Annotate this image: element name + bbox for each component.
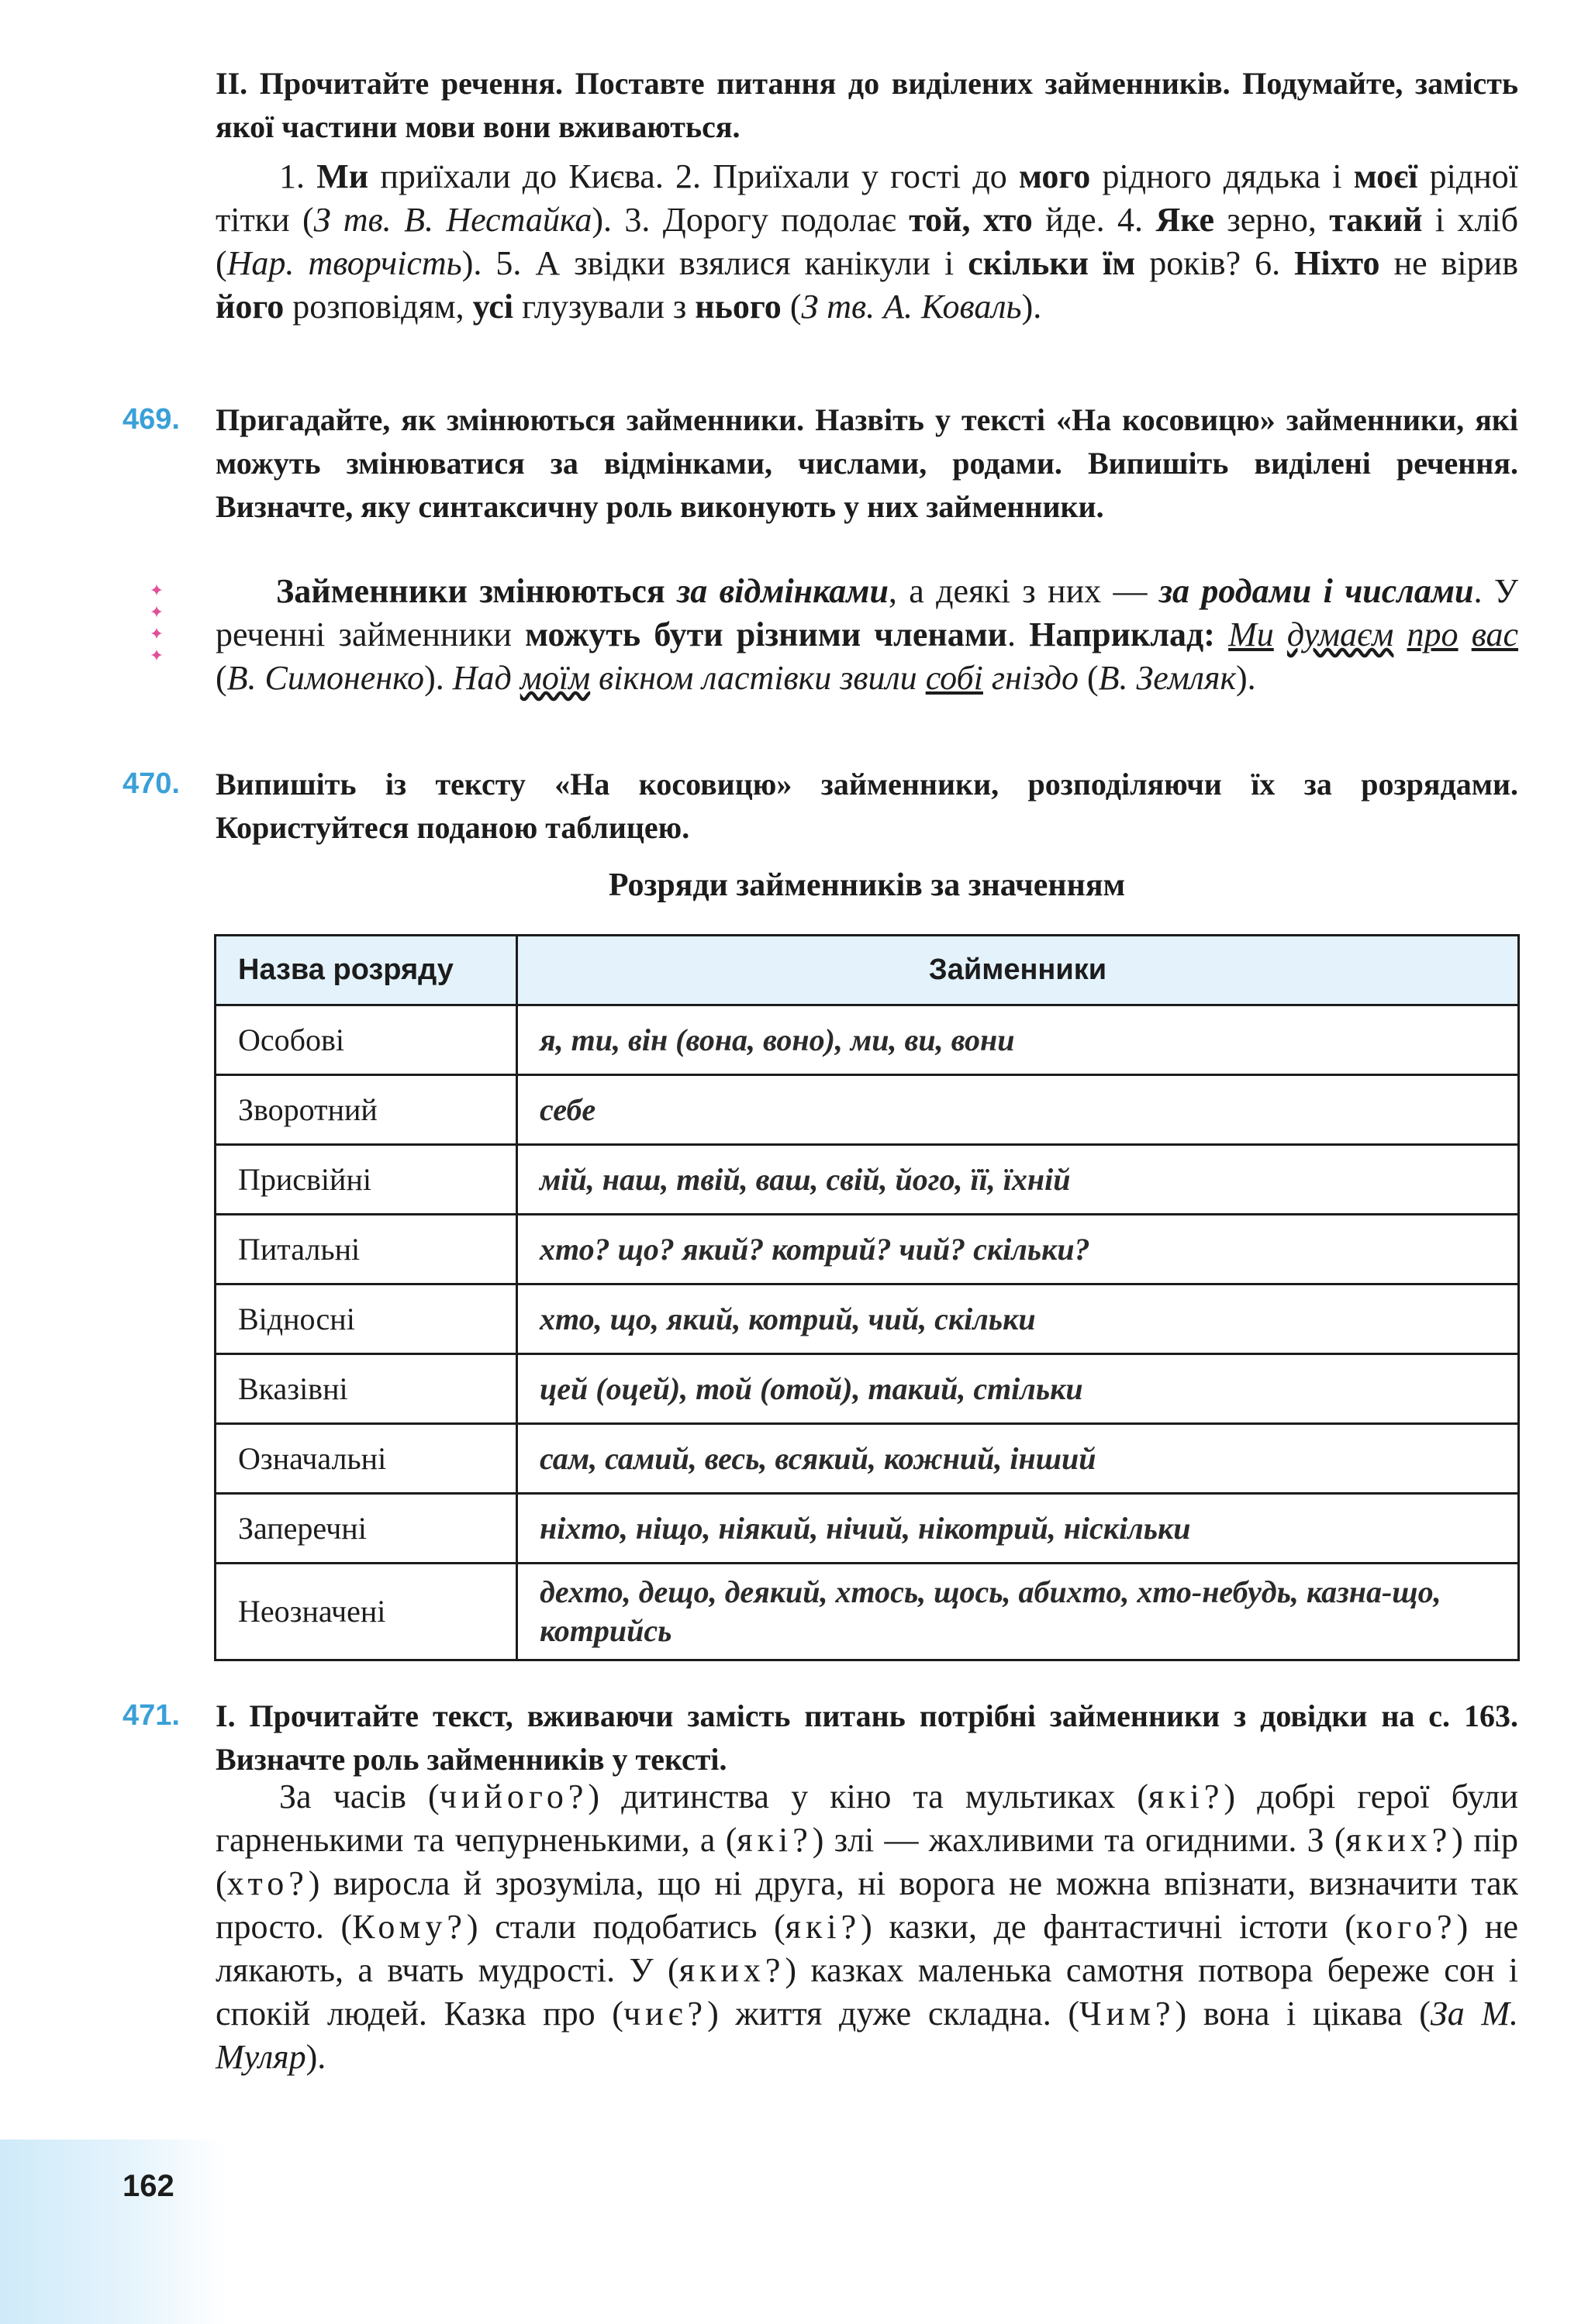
exercise-469-number: 469. xyxy=(123,403,180,436)
diamond-icon: ✦ xyxy=(149,602,164,622)
example-attribute: моїм xyxy=(520,659,591,697)
text-run: ) добрі герої були гарненькими та чепурненькими, а ( xyxy=(216,1777,1518,1859)
text-run: . xyxy=(1007,615,1030,653)
text-run xyxy=(983,659,992,697)
text-run: ) не лякають, а вчать мудрості. У ( xyxy=(216,1908,1518,1989)
rule-box xyxy=(216,570,1518,700)
highlighted-pronoun: мого xyxy=(1018,157,1091,195)
table-row xyxy=(216,1215,1519,1284)
category-pronouns: дехто, дещо, деякий, хтось, щось, абихто, хто-небудь, казна-що, котрийсь xyxy=(517,1564,1519,1660)
table-row xyxy=(216,1075,1519,1145)
table-row xyxy=(216,1005,1519,1075)
example-text: вікном ластівки звили xyxy=(599,659,917,697)
text-run: і хліб ( xyxy=(216,201,1519,282)
table-row xyxy=(216,1145,1519,1215)
category-name: Особові xyxy=(216,1005,517,1075)
text-run: ) життя дуже складна. ( xyxy=(707,1995,1080,2033)
column-header: Назва розряду xyxy=(216,936,517,1005)
diamond-icon: ✦ xyxy=(149,581,164,600)
text-run xyxy=(1459,615,1472,653)
text-run: ) казки, де фантастичні істоти ( xyxy=(861,1908,1356,1946)
text-run: розповідям, xyxy=(284,288,473,326)
text-run: зерно, xyxy=(1214,201,1330,239)
question-placeholder: хто? xyxy=(226,1864,309,1902)
example-subject: Ми xyxy=(1228,615,1274,653)
text-run xyxy=(665,572,677,610)
source-citation: За М. Муляр xyxy=(216,1995,1518,2076)
category-pronouns: хто, що, який, котрий, чий, скільки xyxy=(517,1284,1519,1354)
text-run xyxy=(512,659,520,697)
text-run: приїхали до Києва. 2. Приїхали у гості до xyxy=(368,157,1019,195)
example-object: вас xyxy=(1471,615,1519,653)
rule-bullets xyxy=(147,580,166,667)
table-row xyxy=(216,1564,1519,1660)
rule-term: можуть бути різними членами xyxy=(525,615,1008,653)
table-row xyxy=(216,1424,1519,1494)
category-pronouns: сам, самий, весь, всякий, кожний, інший xyxy=(517,1424,1519,1494)
text-run: ) виросла й зрозуміла, що ні друга, ні ворога не можна впізнати, визначити так просто. ( xyxy=(216,1864,1518,1946)
highlighted-pronoun: скільки їм xyxy=(968,244,1136,282)
text-run: йде. 4. xyxy=(1032,201,1156,239)
category-pronouns: хто? що? який? котрий? чий? скільки? xyxy=(517,1215,1519,1284)
category-name: Неозначені xyxy=(216,1564,517,1660)
rule-term: за родами і числами xyxy=(1158,572,1474,610)
text-run xyxy=(1215,615,1228,653)
text-run: ) дитинства у кіно та мультиках ( xyxy=(588,1777,1149,1815)
table-title: Розряди займенників за значенням xyxy=(608,867,1126,903)
source-citation: В. Земляк xyxy=(1098,659,1237,697)
category-pronouns: мій, наш, твій, ваш, свій, його, її, їхній xyxy=(517,1145,1519,1215)
text-run: ). 5. А звідки взялися канікули і xyxy=(461,244,968,282)
text-run: ( xyxy=(1078,659,1099,697)
footer-band xyxy=(0,2140,225,2324)
example-text: гніздо xyxy=(991,659,1079,697)
exercise-471-text: І. Прочитайте текст, вживаючи замість питань потрібні займенники з довідки на с. 163. Визначте роль займенників у тексті. xyxy=(216,1698,1518,1777)
question-placeholder: чийого? xyxy=(439,1777,589,1815)
text-run xyxy=(1393,615,1407,653)
rule-term: за відмінками xyxy=(677,572,889,610)
source-citation: В. Симоненко xyxy=(226,659,425,697)
text-run xyxy=(590,659,599,697)
question-placeholder: які? xyxy=(737,1821,813,1859)
highlighted-pronoun: той, хто xyxy=(909,201,1033,239)
question-placeholder: кого? xyxy=(1355,1908,1457,1946)
text-run: . У реченні займенники xyxy=(216,572,1519,653)
highlighted-pronoun: Ми xyxy=(316,157,369,195)
text-run: рідної тітки ( xyxy=(216,157,1518,239)
example-object: собі xyxy=(925,659,983,697)
category-pronouns: цей (оцей), той (отой), такий, стільки xyxy=(517,1354,1519,1424)
text-run: років? 6. xyxy=(1135,244,1295,282)
text-run: ) казках маленька самотня потвора береже сон і спокій людей. Казка про ( xyxy=(216,1951,1518,2033)
text-run: ). 3. Дорогу подолає xyxy=(592,201,910,239)
category-pronouns: я, ти, він (вона, воно), ми, ви, вони xyxy=(517,1005,1519,1075)
highlighted-pronoun: нього xyxy=(695,288,782,326)
category-name: Присвійні xyxy=(216,1145,517,1215)
example-object: про xyxy=(1407,615,1459,653)
example-predicate: думаєм xyxy=(1286,615,1394,653)
question-placeholder: Кому? xyxy=(352,1908,467,1946)
category-name: Зворотний xyxy=(216,1075,517,1145)
table-row xyxy=(216,1494,1519,1564)
text-run: ). xyxy=(424,659,453,697)
exercise-470-text: Випишіть із тексту «На косовицю» займенники, розподіляючи їх за розрядами. Користуйтеся поданою таблицею. xyxy=(216,767,1518,845)
diamond-icon: ✦ xyxy=(149,646,164,665)
question-placeholder: які? xyxy=(785,1908,861,1946)
example-label: Наприклад: xyxy=(1029,615,1215,653)
exercise-469-text: Пригадайте, як змінюються займенники. Назвіть у тексті «На косовицю» займенники, які можуть змінюватися за відмінками, числами, родами. Випишіть виділені речення. Визначте, яку синтаксичну роль виконують у них займенники. xyxy=(216,402,1518,524)
source-citation: З тв. А. Коваль xyxy=(801,288,1022,326)
text-run: ). xyxy=(1236,659,1256,697)
highlighted-pronoun: моєї xyxy=(1353,157,1418,195)
text-run: ) пір ( xyxy=(216,1821,1518,1902)
source-citation: З тв. В. Нестайка xyxy=(313,201,592,239)
text-run: рідного дядька і xyxy=(1090,157,1354,195)
category-name: Вказівні xyxy=(216,1354,517,1424)
task-468-sentences xyxy=(216,155,1518,329)
text-run: ) злі — жахливими та огидними. З ( xyxy=(812,1821,1346,1859)
table-row xyxy=(216,1284,1519,1354)
text-run xyxy=(1274,615,1287,653)
highlighted-pronoun: Яке xyxy=(1155,201,1214,239)
text-run xyxy=(917,659,926,697)
text-run: ) стали подобатись ( xyxy=(466,1908,785,1946)
category-name: Відносні xyxy=(216,1284,517,1354)
pronoun-categories-table xyxy=(214,934,1520,1661)
category-name: Питальні xyxy=(216,1215,517,1284)
exercise-471-number: 471. xyxy=(123,1699,180,1732)
question-placeholder: Чим? xyxy=(1079,1995,1175,2033)
page-number: 162 xyxy=(123,2169,174,2203)
highlighted-pronoun: Ніхто xyxy=(1294,244,1380,282)
text-run: За часів ( xyxy=(279,1777,440,1815)
highlighted-pronoun: усі xyxy=(472,288,514,326)
example-text: Над xyxy=(452,659,512,697)
reading-text xyxy=(216,1775,1518,2079)
category-name: Заперечні xyxy=(216,1494,517,1564)
text-run: глузували з xyxy=(513,288,696,326)
category-name: Означальні xyxy=(216,1424,517,1494)
question-placeholder: яких? xyxy=(1345,1821,1452,1859)
text-run: ( xyxy=(781,288,802,326)
text-run: , а деякі з них — xyxy=(888,572,1159,610)
column-header: Займенники xyxy=(517,936,1519,1005)
exercise-470-number: 470. xyxy=(123,767,180,800)
table-header-row xyxy=(216,936,1519,1005)
question-placeholder: яких? xyxy=(678,1951,785,1989)
rule-term: Займенники змінюються xyxy=(276,572,665,610)
source-citation: Нар. творчість xyxy=(226,244,462,282)
text-run: ( xyxy=(216,659,227,697)
text-run: ). xyxy=(1021,288,1042,326)
text-run: не вірив xyxy=(1379,244,1518,282)
task-468-part2-intro: ІІ. Прочитайте речення. Поставте питання до виділених займенників. Подумайте, замість якої частини мови вони вживаються. xyxy=(216,66,1518,144)
category-pronouns: ніхто, ніщо, ніякий, нічий, нікотрий, ніскільки xyxy=(517,1494,1519,1564)
text-run: 1. xyxy=(279,157,317,195)
text-run: ). xyxy=(306,2038,326,2076)
text-run: ) вона і цікава ( xyxy=(1175,1995,1431,2033)
highlighted-pronoun: такий xyxy=(1329,201,1423,239)
category-pronouns: себе xyxy=(517,1075,1519,1145)
diamond-icon: ✦ xyxy=(149,624,164,643)
question-placeholder: які? xyxy=(1148,1777,1224,1815)
highlighted-pronoun: його xyxy=(216,288,285,326)
question-placeholder: чиє? xyxy=(623,1995,708,2033)
table-row xyxy=(216,1354,1519,1424)
